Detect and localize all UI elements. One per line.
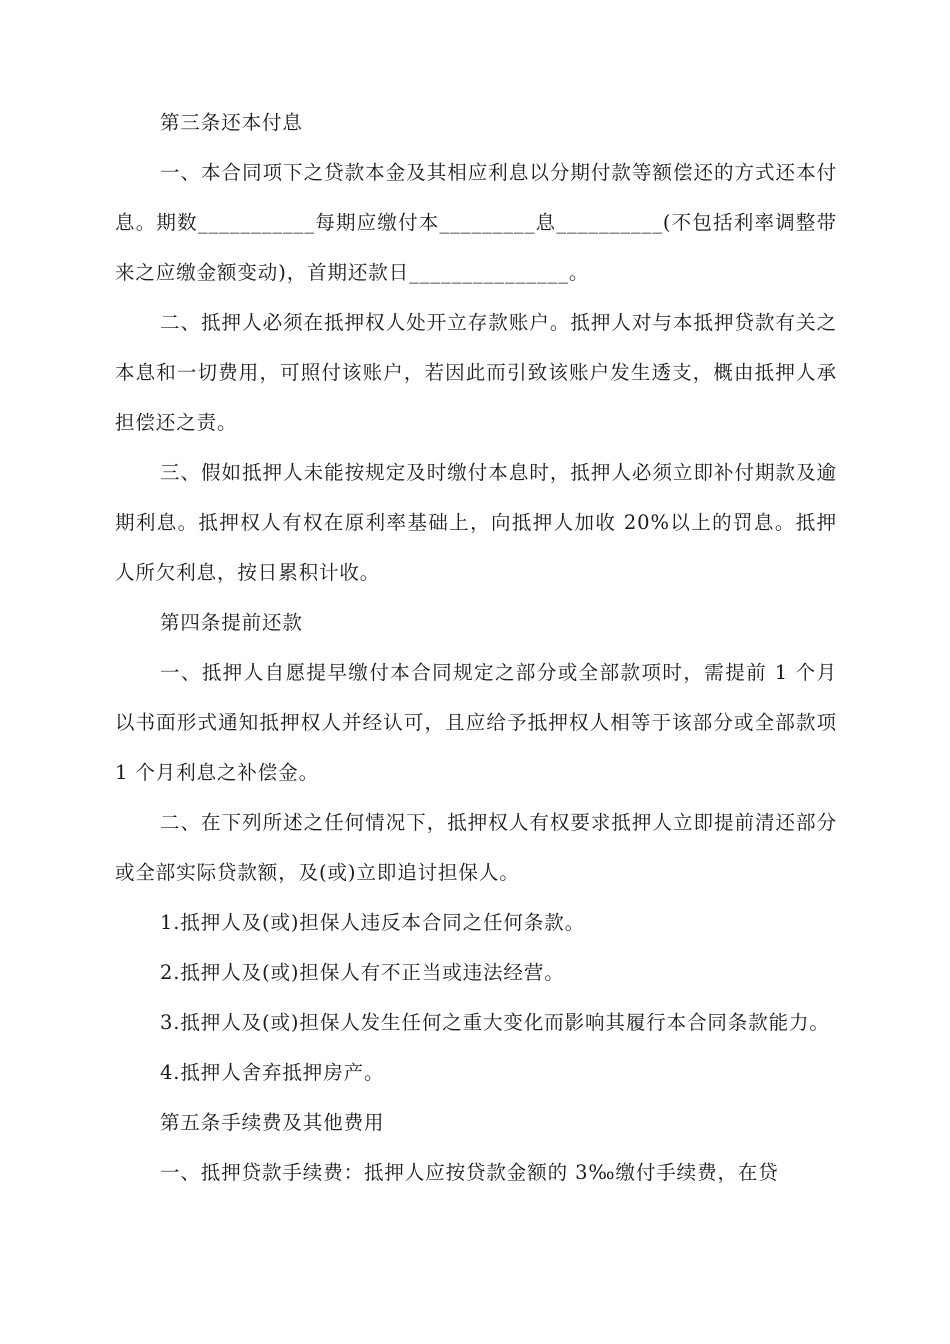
article-5-clause-1: 一、抵押贷款手续费：抵押人应按贷款金额的 3‰缴付手续费，在贷 <box>160 1161 779 1184</box>
article-3-clause-2: 二、抵押人必须在抵押权人处开立存款账户。抵押人对与本抵押贷款有关之本息和一切费用，可照付该账户，若因此而引致该账户发生透支，概由抵押人承担偿还之责。 <box>115 311 837 434</box>
article-5-heading: 第五条手续费及其他费用 <box>160 1111 385 1134</box>
article-4-item-4: 4.抵押人舍弃抵押房产。 <box>160 1061 385 1084</box>
article-3-heading: 第三条还本付息 <box>160 111 303 134</box>
article-3-clause-3: 三、假如抵押人未能按规定及时缴付本息时，抵押人必须立即补付期款及逾期利息。抵押权人有权在原利率基础上，向抵押人加收 20%以上的罚息。抵押人所欠利息，按日累积计收。 <box>115 461 837 584</box>
article-4-item-3: 3.抵押人及(或)担保人发生任何之重大变化而影响其履行本合同条款能力。 <box>160 1011 830 1034</box>
document-body <box>115 98 837 1198</box>
article-4-item-1: 1.抵押人及(或)担保人违反本合同之任何条款。 <box>160 911 586 934</box>
article-4-heading: 第四条提前还款 <box>160 611 303 634</box>
article-3-clause-1: 一、本合同项下之贷款本金及其相应利息以分期付款等额偿还的方式还本付息。期数___________每期应缴付本_________息__________(不包括利率调整带来之应缴金额变动)，首期还款日_______________。 <box>115 161 837 284</box>
article-4-item-2: 2.抵押人及(或)担保人有不正当或违法经营。 <box>160 961 565 984</box>
article-4-clause-1: 一、抵押人自愿提早缴付本合同规定之部分或全部款项时，需提前 1 个月以书面形式通知抵押权人并经认可，且应给予抵押权人相等于该部分或全部款项 1 个月利息之补偿金。 <box>115 661 837 784</box>
article-4-clause-2: 二、在下列所述之任何情况下，抵押权人有权要求抵押人立即提前清还部分或全部实际贷款额，及(或)立即追讨担保人。 <box>115 811 837 884</box>
